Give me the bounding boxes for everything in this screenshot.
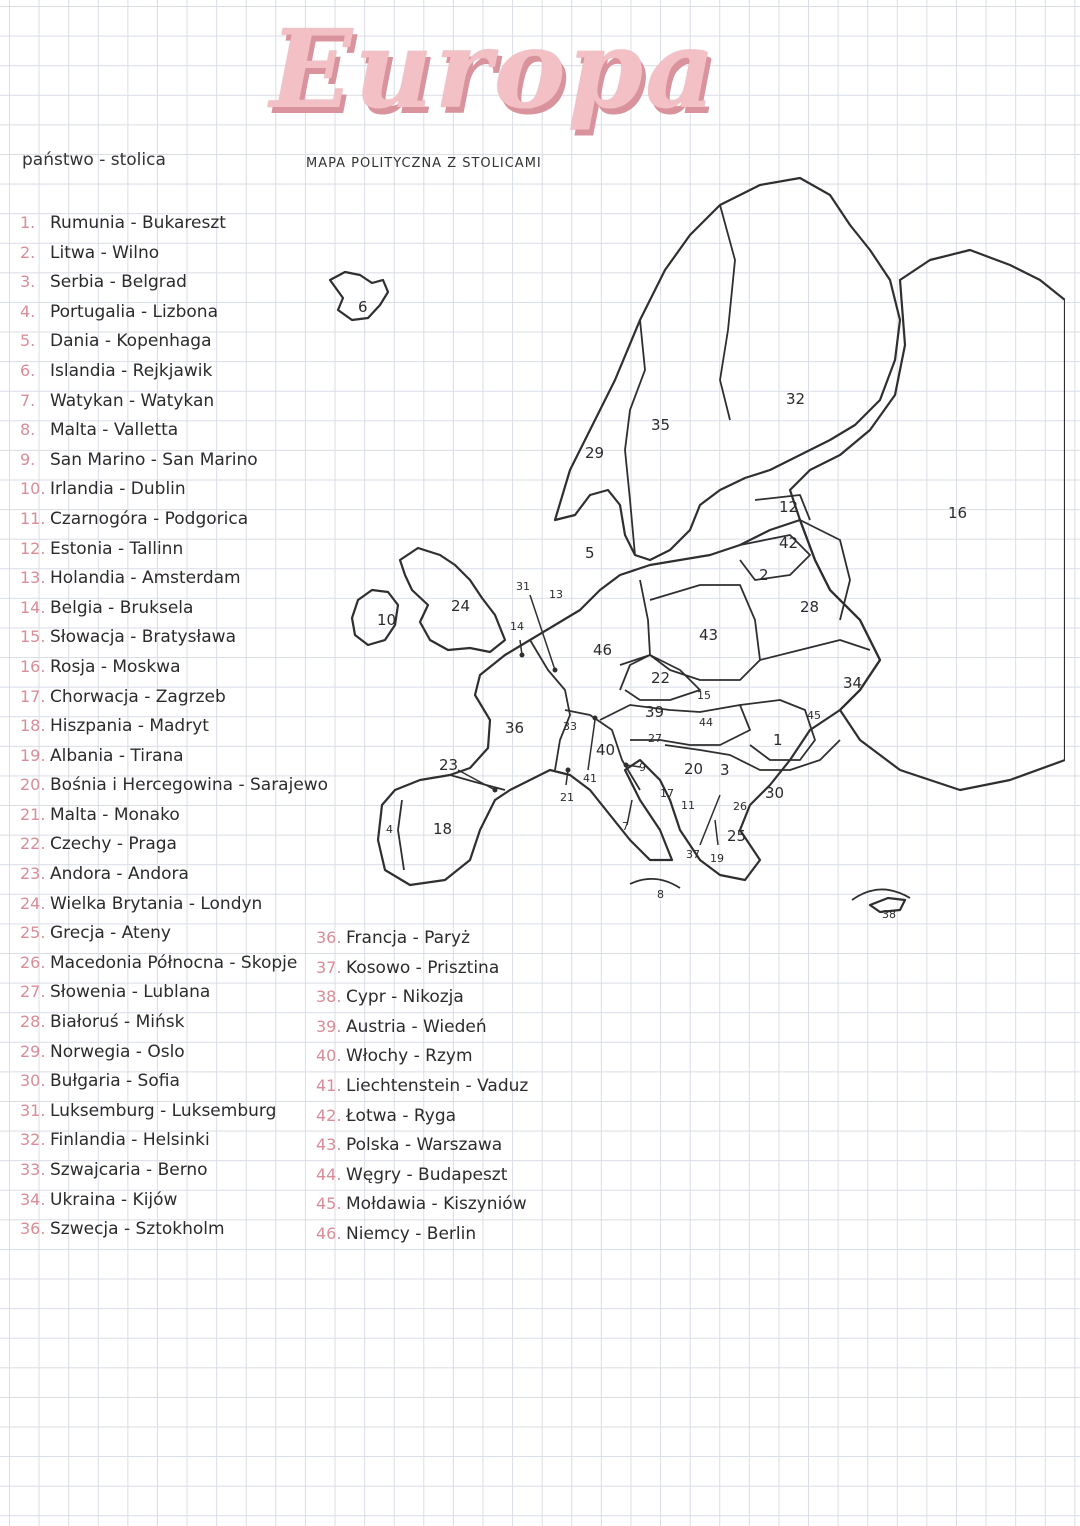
map-label: 36 — [505, 719, 525, 737]
list-item — [316, 1160, 528, 1190]
list-item — [20, 1066, 328, 1096]
map-label: 30 — [765, 784, 785, 802]
item-text: Belgia - Bruksela — [50, 597, 194, 618]
list-item — [316, 953, 528, 983]
item-number: 25. — [20, 923, 46, 943]
list-item — [20, 1037, 328, 1067]
list-item — [316, 1219, 528, 1249]
item-text: Białoruś - Mińsk — [50, 1012, 185, 1033]
map-label: 32 — [786, 390, 806, 408]
map-label: 23 — [439, 756, 459, 774]
item-text: Estonia - Tallinn — [50, 538, 184, 559]
malta-arc — [630, 879, 680, 888]
item-text: Dania - Kopenhaga — [50, 331, 212, 352]
country-list-left — [20, 208, 328, 1244]
item-text: Niemcy - Berlin — [346, 1223, 477, 1244]
item-text: Holandia - Amsterdam — [50, 568, 241, 589]
list-item — [20, 711, 328, 741]
map-label: 25 — [727, 827, 747, 845]
item-text: Portugalia - Lizbona — [50, 301, 218, 322]
item-number: 12. — [20, 538, 46, 558]
capital-dot — [566, 768, 571, 773]
item-text: Słowacja - Bratysława — [50, 627, 236, 648]
item-text: Malta - Monako — [50, 804, 180, 825]
item-text: Wielka Brytania - Londyn — [50, 893, 263, 914]
map-label: 1 — [773, 731, 783, 749]
list-item — [20, 829, 328, 859]
list-item — [20, 208, 328, 238]
item-number: 38. — [316, 987, 342, 1007]
map-label: 14 — [510, 620, 524, 633]
map-label: 29 — [585, 444, 605, 462]
item-text: Malta - Valletta — [50, 420, 179, 441]
list-item — [20, 356, 328, 386]
map-label: 44 — [699, 716, 713, 729]
item-text: Albania - Tirana — [50, 745, 184, 766]
item-text: Litwa - Wilno — [50, 242, 160, 263]
item-number: 46. — [316, 1223, 342, 1243]
list-item — [20, 238, 328, 268]
list-item — [20, 800, 328, 830]
item-number: 34. — [20, 1189, 46, 1209]
austria-hungary-border — [600, 705, 750, 745]
item-text: Czarnogóra - Podgorica — [50, 508, 249, 529]
item-text: Islandia - Rejkjawik — [50, 360, 213, 381]
item-text: Watykan - Watykan — [50, 390, 215, 411]
list-item — [20, 741, 328, 771]
list-item — [20, 1214, 328, 1244]
capital-dot — [553, 668, 558, 673]
item-text: Mołdawia - Kiszyniów — [346, 1194, 527, 1215]
item-number: 33. — [20, 1160, 46, 1179]
list-item — [316, 1071, 528, 1101]
list-item — [20, 326, 328, 356]
map-label: 9 — [639, 761, 646, 774]
mainland-shape — [378, 520, 880, 885]
sweden-norway-border — [625, 320, 645, 555]
russia-shape — [790, 250, 1065, 790]
item-text: Bułgaria - Sofia — [50, 1071, 180, 1092]
item-text: Cypr - Nikozja — [346, 987, 464, 1008]
item-number: 43. — [316, 1135, 342, 1155]
list-item — [20, 386, 328, 416]
list-item — [316, 1101, 528, 1131]
map-label: 38 — [882, 908, 896, 921]
item-text: Hiszpania - Madryt — [50, 716, 209, 737]
portugal-spain-border — [398, 800, 404, 870]
map-label: 24 — [451, 597, 471, 615]
item-text: Polska - Warszawa — [346, 1135, 503, 1156]
baltics-border — [740, 495, 810, 580]
capital-dot — [593, 716, 598, 721]
capital-dot — [493, 788, 498, 793]
map-label: 7 — [622, 820, 629, 833]
list-item — [20, 1155, 328, 1185]
list-item — [20, 1007, 328, 1037]
map-label: 34 — [843, 674, 863, 692]
item-number: 13. — [20, 568, 46, 588]
item-text: Chorwacja - Zagrzeb — [50, 686, 226, 707]
item-text: Finlandia - Helsinki — [50, 1130, 210, 1151]
item-text: Irlandia - Dublin — [50, 479, 186, 500]
list-item — [20, 415, 328, 445]
sweden-finland-border — [720, 205, 735, 420]
item-text: Rosja - Moskwa — [50, 656, 181, 677]
item-text: Włochy - Rzym — [346, 1046, 473, 1067]
romania-border — [740, 700, 815, 760]
item-number: 42. — [316, 1105, 342, 1125]
map-label: 37 — [686, 848, 700, 861]
item-text: Bośnia i Hercegowina - Sarajewo — [50, 775, 329, 796]
map-label: 12 — [779, 498, 799, 516]
map-label: 16 — [948, 504, 968, 522]
item-number: 1. — [20, 213, 36, 232]
map-label: 4 — [386, 823, 393, 836]
item-text: Szwecja - Sztokholm — [50, 1219, 225, 1240]
item-text: Francja - Paryż — [346, 928, 471, 948]
map-label: 35 — [651, 416, 671, 434]
pointer-line — [715, 820, 718, 845]
item-number: 36. — [316, 928, 342, 947]
map-label: 11 — [681, 799, 695, 812]
pointer-line — [530, 595, 555, 670]
list-item — [20, 474, 328, 504]
country-list-right — [316, 923, 528, 1249]
cyprus-arc — [852, 889, 910, 900]
list-item — [20, 1185, 328, 1215]
item-text: Węgry - Budapeszt — [346, 1164, 508, 1185]
item-number: 30. — [20, 1071, 46, 1091]
item-text: Kosowo - Prisztina — [346, 957, 500, 978]
map-label: 33 — [563, 720, 577, 733]
map-label: 13 — [549, 588, 563, 601]
item-number: 26. — [20, 952, 46, 972]
item-number: 41. — [316, 1075, 342, 1095]
list-item — [316, 1041, 528, 1071]
item-number: 24. — [20, 893, 46, 913]
map-label: 5 — [585, 544, 595, 562]
item-number: 11. — [20, 508, 46, 528]
item-text: Liechtenstein - Vaduz — [346, 1075, 529, 1096]
germany-east-border — [620, 580, 650, 690]
map-label: 27 — [648, 732, 662, 745]
map-label: 6 — [358, 298, 368, 316]
map-label: 17 — [660, 787, 674, 800]
list-item — [20, 918, 328, 948]
item-number: 27. — [20, 982, 46, 1002]
item-number: 20. — [20, 775, 46, 795]
item-number: 19. — [20, 745, 46, 765]
item-number: 21. — [20, 804, 46, 824]
map-label: 26 — [733, 800, 747, 813]
page-title: Europa — [270, 7, 718, 133]
list-item — [20, 977, 328, 1007]
item-text: Serbia - Belgrad — [50, 272, 187, 293]
france-east-border — [530, 640, 570, 770]
list-item — [20, 948, 328, 978]
item-number: 10. — [20, 479, 46, 499]
item-text: Luksemburg - Luksemburg — [50, 1100, 277, 1121]
item-number: 23. — [20, 864, 46, 884]
item-number: 29. — [20, 1041, 46, 1061]
item-text: Norwegia - Oslo — [50, 1041, 185, 1062]
map-label: 42 — [779, 534, 799, 552]
list-item — [20, 593, 328, 623]
item-text: San Marino - San Marino — [50, 449, 258, 470]
capital-dot — [624, 763, 629, 768]
map-label: 22 — [651, 669, 671, 687]
list-item — [316, 1130, 528, 1160]
map-label: 43 — [699, 626, 719, 644]
map-label: 10 — [377, 611, 397, 629]
item-number: 6. — [20, 360, 36, 380]
item-number: 36. — [20, 1219, 46, 1239]
item-number: 17. — [20, 686, 46, 706]
list-item — [20, 770, 328, 800]
list-item — [20, 297, 328, 327]
map-label: 31 — [516, 580, 530, 593]
map-label: 40 — [596, 741, 616, 759]
list-header: państwo - stolica — [22, 150, 166, 170]
map-header: MAPA POLITYCZNA Z STOLICAMI — [306, 156, 542, 171]
item-number: 4. — [20, 301, 36, 321]
item-text: Czechy - Praga — [50, 834, 177, 855]
item-text: Macedonia Północna - Skopje — [50, 952, 298, 973]
item-number: 44. — [316, 1164, 342, 1184]
list-item — [20, 652, 328, 682]
map-label: 2 — [759, 566, 769, 584]
item-text: Łotwa - Ryga — [346, 1105, 457, 1126]
map-label: 3 — [720, 761, 730, 779]
map-label: 45 — [807, 709, 821, 722]
list-item — [20, 534, 328, 564]
list-item — [20, 682, 328, 712]
item-number: 31. — [20, 1100, 46, 1120]
map-label: 21 — [560, 791, 574, 804]
item-number: 40. — [316, 1046, 342, 1066]
list-item — [20, 889, 328, 919]
item-text: Austria - Wiedeń — [346, 1016, 487, 1037]
france-spain-border — [450, 775, 505, 790]
item-text: Grecja - Ateny — [50, 923, 171, 944]
item-number: 15. — [20, 627, 46, 647]
list-item — [20, 504, 328, 534]
item-number: 7. — [20, 390, 36, 410]
map-label: 18 — [433, 820, 453, 838]
item-number: 3. — [20, 272, 36, 292]
item-text: Rumunia - Bukareszt — [50, 213, 226, 233]
item-number: 8. — [20, 420, 36, 440]
map-label: 39 — [645, 703, 665, 721]
item-number: 2. — [20, 242, 36, 262]
item-text: Słowenia - Lublana — [50, 982, 211, 1003]
list-item — [20, 1096, 328, 1126]
list-item — [20, 563, 328, 593]
item-text: Andora - Andora — [50, 864, 189, 885]
item-number: 14. — [20, 597, 46, 617]
item-number: 37. — [316, 957, 342, 977]
item-number: 32. — [20, 1130, 46, 1150]
item-number: 16. — [20, 656, 46, 676]
list-item — [20, 859, 328, 889]
map-label: 20 — [684, 760, 704, 778]
map-label: 46 — [593, 641, 613, 659]
capital-dot — [520, 653, 525, 658]
pointer-line — [588, 720, 595, 770]
pointer-line — [458, 770, 495, 790]
item-number: 5. — [20, 331, 36, 351]
list-item — [316, 982, 528, 1012]
list-item — [316, 1189, 528, 1219]
map-label: 15 — [697, 689, 711, 702]
europe-map — [320, 170, 1065, 930]
item-number: 9. — [20, 449, 36, 469]
item-text: Szwajcaria - Berno — [50, 1160, 208, 1180]
list-item — [20, 267, 328, 297]
item-number: 28. — [20, 1012, 46, 1032]
item-number: 39. — [316, 1016, 342, 1036]
map-label: 28 — [800, 598, 820, 616]
list-item — [20, 445, 328, 475]
item-number: 18. — [20, 716, 46, 736]
map-label: 8 — [657, 888, 664, 901]
item-text: Ukraina - Kijów — [50, 1189, 178, 1210]
list-item — [20, 622, 328, 652]
item-number: 45. — [316, 1194, 342, 1214]
item-number: 22. — [20, 834, 46, 854]
list-item — [316, 1012, 528, 1042]
list-item — [20, 1125, 328, 1155]
belarus-ukraine-border — [760, 520, 870, 660]
map-label: 19 — [710, 852, 724, 865]
map-label: 41 — [583, 772, 597, 785]
